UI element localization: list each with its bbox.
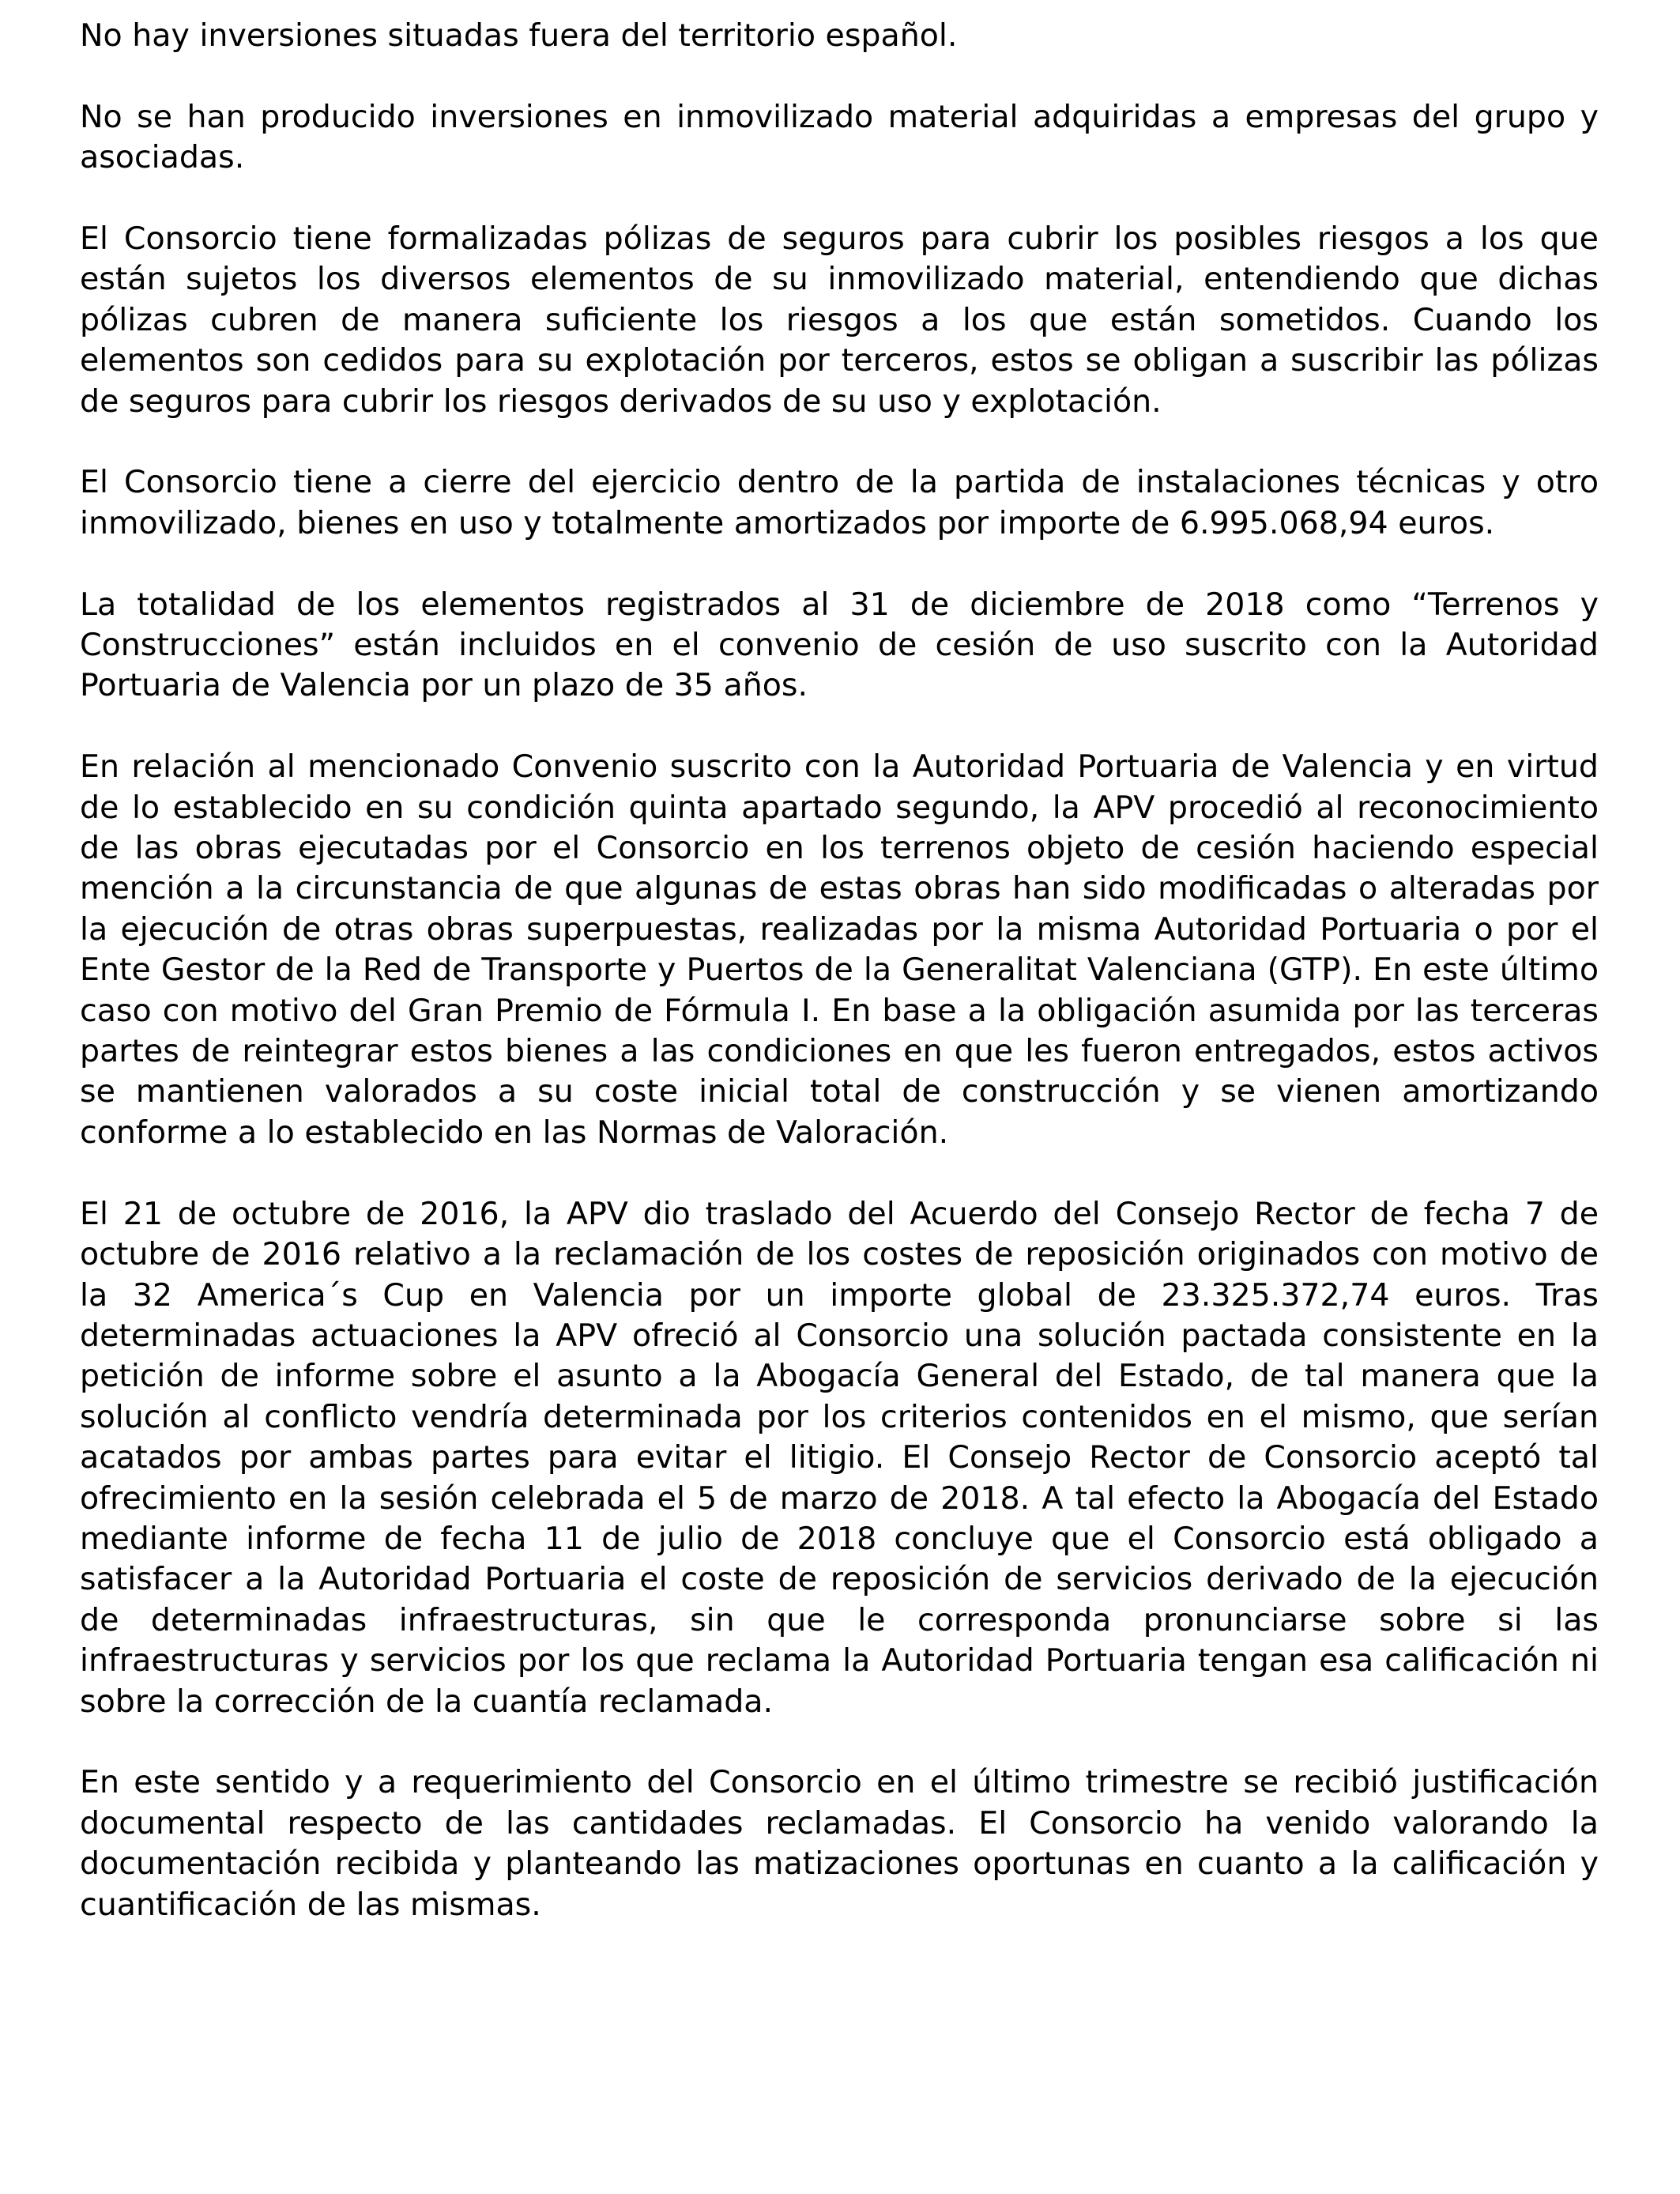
- paragraph-justificacion-documental: En este sentido y a requerimiento del Consorcio en el último trimestre se recibió justificación documental respecto de las cantidades reclamadas. El Consorcio ha venido valorando la documentación recibida y planteando las matizaciones oportunas en cuanto a la calificación y cuantificación de las mismas.: [80, 1764, 1599, 1923]
- paragraph-bienes-amortizados: El Consorcio tiene a cierre del ejercicio dentro de la partida de instalaciones técnicas y otro inmovilizado, bienes en uso y totalmente amortizados por importe de 6.995.068,94 euros.: [80, 464, 1599, 541]
- paragraph-reclamacion-costes: El 21 de octubre de 2016, la APV dio traslado del Acuerdo del Consejo Rector de fecha 7 de octubre de 2016 relativo a la reclamación de los costes de reposición originados con motivo de la 32 America´s Cup en Valencia por un importe global de 23.325.372,74 euros. Tras determinadas actuaciones la APV ofreció al Consorcio una solución pactada consistente en la petición de informe sobre el asunto a la Abogacía General del Estado, de tal manera que la solución al conflicto vendría determinada por los criterios contenidos en el mismo, que serían acatados por ambas partes para evitar el litigio. El Consejo Rector de Consorcio aceptó tal ofrecimiento en la sesión celebrada el 5 de marzo de 2018. A tal efecto la Abogacía del Estado mediante informe de fecha 11 de julio de 2018 concluye que el Consorcio está obligado a satisfacer a la Autoridad Portuaria el coste de reposición de servicios derivado de la ejecución de determinadas infraestructuras, sin que le corresponda pronunciarse sobre si las infraestructuras y servicios por los que reclama la Autoridad Portuaria tengan esa calificación ni sobre la corrección de la cuantía reclamada.: [80, 1195, 1599, 1720]
- paragraph-polizas-seguros: El Consorcio tiene formalizadas pólizas de seguros para cubrir los posibles riesgos a los que están sujetos los diversos elementos de su inmovilizado material, entendiendo que dichas pólizas cubren de manera suficiente los riesgos a los que están sometidos. Cuando los elementos son cedidos para su explotación por terceros, estos se obligan a suscribir las pólizas de seguros para cubrir los riesgos derivados de su uso y explotación.: [80, 221, 1599, 420]
- paragraph-inversiones-grupo: No se han producido inversiones en inmovilizado material adquiridas a empresas del grupo y asociadas.: [80, 98, 1599, 176]
- paragraph-inversiones-exterior: No hay inversiones situadas fuera del territorio español.: [80, 17, 958, 54]
- paragraph-convenio-apv: En relación al mencionado Convenio suscrito con la Autoridad Portuaria de Valencia y en virtud de lo establecido en su condición quinta apartado segundo, la APV procedió al reconocimiento de las obras ejecutadas por el Consorcio en los terrenos objeto de cesión haciendo especial mención a la circunstancia de que algunas de estas obras han sido modificadas o alteradas por la ejecución de otras obras superpuestas, realizadas por la misma Autoridad Portuaria o por el Ente Gestor de la Red de Transporte y Puertos de la Generalitat Valenciana (GTP). En este último caso con motivo del Gran Premio de Fórmula I. En base a la obligación asumida por las terceras partes de reintegrar estos bienes a las condiciones en que les fueron entregados, estos activos se mantienen valorados a su coste inicial total de construcción y se vienen amortizando conforme a lo establecido en las Normas de Valoración.: [80, 748, 1599, 1151]
- paragraph-terrenos-construcciones: La totalidad de los elementos registrados al 31 de diciembre de 2018 como “Terrenos y Construcciones” están incluidos en el convenio de cesión de uso suscrito con la Autoridad Portuaria de Valencia por un plazo de 35 años.: [80, 586, 1599, 704]
- document-page: [80, 16, 1599, 1925]
